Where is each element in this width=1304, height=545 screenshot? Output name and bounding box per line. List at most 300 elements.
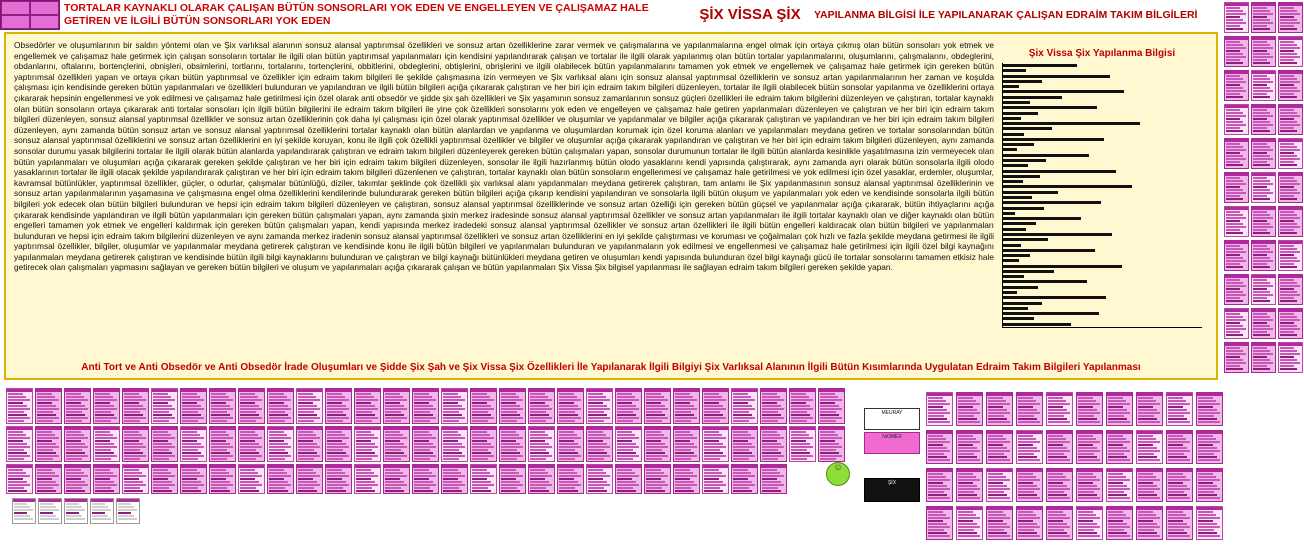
- thumbnail-tile[interactable]: [1278, 308, 1303, 339]
- tile-line: [66, 402, 81, 404]
- thumbnail-tile[interactable]: [93, 426, 120, 462]
- thumbnail-tile[interactable]: [1224, 138, 1249, 169]
- tile-line: [327, 487, 343, 489]
- thumbnail-tile[interactable]: [956, 392, 983, 426]
- thumbnail-tile[interactable]: [1278, 2, 1303, 33]
- thumbnail-tile[interactable]: [1136, 468, 1163, 502]
- thumbnail-tile[interactable]: [35, 464, 62, 494]
- tile-header-bar: [123, 389, 148, 392]
- thumbnail-tile[interactable]: [1166, 506, 1193, 540]
- tile-line: [1280, 365, 1294, 367]
- thumbnail-tile[interactable]: [238, 464, 265, 494]
- tile-line: [8, 408, 30, 410]
- tile-line: [240, 472, 258, 474]
- tile-line: [1048, 517, 1070, 519]
- thumbnail-tile[interactable]: [1046, 468, 1073, 502]
- thumbnail-tile[interactable]: [441, 464, 468, 494]
- tile-line: [1280, 93, 1294, 95]
- thumbnail-tile[interactable]: [926, 506, 953, 540]
- thumbnail-tile[interactable]: [1076, 392, 1103, 426]
- tile-line: [1138, 409, 1157, 411]
- tile-header-bar: [819, 427, 844, 430]
- thumbnail-tile[interactable]: [673, 464, 700, 494]
- thumbnail-tile[interactable]: [1278, 138, 1303, 169]
- thumbnail-tile[interactable]: [1251, 206, 1276, 237]
- tile-line: [298, 434, 316, 436]
- tile-line: [1280, 291, 1297, 293]
- bar-21: [1003, 170, 1116, 173]
- thumbnail-tile[interactable]: [441, 426, 468, 462]
- thumbnail-tile[interactable]: [151, 388, 178, 424]
- tile-line: [95, 490, 114, 492]
- thumbnail-tile[interactable]: [1076, 430, 1103, 464]
- thumbnail-tile[interactable]: [818, 426, 845, 462]
- thumbnail-tile[interactable]: [1076, 506, 1103, 540]
- thumbnail-tile[interactable]: [1046, 392, 1073, 426]
- thumbnail-tile[interactable]: [64, 464, 91, 494]
- tile-line: [1253, 127, 1267, 129]
- thumbnail-tile[interactable]: [1278, 274, 1303, 305]
- tile-line: [1226, 44, 1243, 46]
- thumbnail-tile[interactable]: [93, 388, 120, 424]
- tile-line: [559, 452, 578, 454]
- tile-line: [1253, 263, 1267, 265]
- thumbnail-tile[interactable]: [470, 426, 497, 462]
- tile-line: [385, 469, 400, 471]
- tile-line: [66, 420, 82, 422]
- thumbnail-tile[interactable]: [615, 388, 642, 424]
- thumbnail-tile[interactable]: [956, 506, 983, 540]
- tile-line: [1280, 211, 1294, 213]
- tile-line: [1226, 109, 1240, 111]
- thumbnail-tile[interactable]: [1278, 172, 1303, 203]
- thumbnail-tile[interactable]: [1251, 104, 1276, 135]
- thumbnail-tile[interactable]: [1136, 392, 1163, 426]
- tile-line: [704, 452, 723, 454]
- tile-line: [182, 484, 204, 486]
- tile-line: [414, 405, 433, 407]
- thumbnail-tile[interactable]: [1106, 506, 1133, 540]
- thumbnail-tile[interactable]: [35, 426, 62, 462]
- thumbnail-tile[interactable]: [1224, 2, 1249, 33]
- thumbnail-tile[interactable]: [1166, 468, 1193, 502]
- thumbnail-tile[interactable]: [180, 426, 207, 462]
- thumbnail-tile[interactable]: [986, 392, 1013, 426]
- tile-header-bar: [674, 427, 699, 430]
- tile-line: [617, 437, 639, 439]
- tile-line: [8, 449, 24, 451]
- thumbnail-tile[interactable]: [354, 388, 381, 424]
- tile-header-bar: [558, 465, 583, 468]
- thumbnail-tile[interactable]: [1251, 138, 1276, 169]
- thumbnail-tile[interactable]: [1136, 506, 1163, 540]
- tile-line: [1198, 473, 1213, 475]
- tile-header-bar: [1107, 431, 1132, 434]
- thumbnail-tile[interactable]: [557, 388, 584, 424]
- thumbnail-tile[interactable]: [673, 388, 700, 424]
- tile-line: [928, 517, 950, 519]
- tile-line: [1226, 353, 1246, 355]
- thumbnail-tile[interactable]: [1196, 506, 1223, 540]
- tile-line: [675, 455, 697, 457]
- meuray-tile[interactable]: [864, 408, 920, 430]
- thumbnail-tile[interactable]: [789, 426, 816, 462]
- thumbnail-tile[interactable]: [528, 464, 555, 494]
- thumbnail-tile[interactable]: [1278, 206, 1303, 237]
- thumbnail-tile[interactable]: [1016, 392, 1043, 426]
- tile-line: [385, 437, 407, 439]
- tile-line: [988, 520, 1003, 522]
- thumbnail-tile[interactable]: [986, 430, 1013, 464]
- tile-line: [95, 478, 110, 480]
- thumbnail-tile[interactable]: [6, 388, 33, 424]
- tile-line: [530, 490, 549, 492]
- thumbnail-tile[interactable]: [1076, 468, 1103, 502]
- tile-line: [211, 475, 233, 477]
- thumbnail-tile[interactable]: [180, 464, 207, 494]
- tile-line: [298, 475, 320, 477]
- thumbnail-tile[interactable]: [1251, 2, 1276, 33]
- thumbnail-tile[interactable]: [818, 388, 845, 424]
- thumbnail-tile[interactable]: [1224, 206, 1249, 237]
- thumbnail-tile[interactable]: [615, 426, 642, 462]
- thumbnail-tile[interactable]: [1046, 506, 1073, 540]
- thumbnail-tile[interactable]: [1106, 468, 1133, 502]
- tile-line: [240, 405, 259, 407]
- thumbnail-tile[interactable]: [1016, 506, 1043, 540]
- thumbnail-tile[interactable]: [238, 426, 265, 462]
- thumbnail-tile[interactable]: [151, 464, 178, 494]
- thumbnail-tile[interactable]: [1224, 172, 1249, 203]
- tile-line: [1226, 288, 1240, 290]
- tile-header-bar: [442, 389, 467, 392]
- tile-line: [1226, 263, 1240, 265]
- tile-line: [646, 396, 664, 398]
- thumbnail-tile[interactable]: [412, 426, 439, 462]
- tile-header-bar: [39, 499, 61, 502]
- thumbnail-tile[interactable]: [12, 498, 36, 524]
- tile-line: [1138, 485, 1157, 487]
- tile-line: [153, 434, 171, 436]
- thumbnail-tile[interactable]: [1224, 104, 1249, 135]
- thumbnail-tile[interactable]: [926, 430, 953, 464]
- thumbnail-tile[interactable]: [267, 388, 294, 424]
- tile-line: [1108, 532, 1127, 534]
- thumbnail-tile[interactable]: [1224, 70, 1249, 101]
- thumbnail-tile[interactable]: [122, 464, 149, 494]
- thumbnail-tile[interactable]: [731, 426, 758, 462]
- thumbnail-tile[interactable]: [1251, 70, 1276, 101]
- thumbnail-tile[interactable]: [238, 388, 265, 424]
- thumbnail-tile[interactable]: [6, 464, 33, 494]
- tile-line: [646, 472, 664, 474]
- thumbnail-tile[interactable]: [412, 388, 439, 424]
- tile-line: [1253, 158, 1273, 160]
- tile-line: [1168, 397, 1183, 399]
- thumbnail-tile[interactable]: [1224, 342, 1249, 373]
- thumbnail-tile[interactable]: [35, 388, 62, 424]
- tile-line: [240, 434, 258, 436]
- tile-line: [240, 443, 259, 445]
- tile-line: [298, 446, 320, 448]
- tile-header-bar: [471, 427, 496, 430]
- thumbnail-tile[interactable]: [956, 468, 983, 502]
- thumbnail-tile[interactable]: [354, 464, 381, 494]
- thumbnail-tile[interactable]: [1016, 430, 1043, 464]
- thumbnail-tile[interactable]: [325, 464, 352, 494]
- thumbnail-tile[interactable]: [1016, 468, 1043, 502]
- thumbnail-tile[interactable]: [64, 426, 91, 462]
- thumbnail-tile[interactable]: [209, 464, 236, 494]
- thumbnail-tile[interactable]: [1196, 430, 1223, 464]
- thumbnail-tile[interactable]: [1278, 36, 1303, 67]
- tile-line: [269, 420, 285, 422]
- thumbnail-tile[interactable]: [116, 498, 140, 524]
- thumbnail-tile[interactable]: [1196, 468, 1223, 502]
- thumbnail-tile[interactable]: [1251, 308, 1276, 339]
- tile-header-bar: [1225, 105, 1248, 108]
- tile-line: [66, 396, 84, 398]
- tile-header-bar: [587, 465, 612, 468]
- thumbnail-tile[interactable]: [64, 388, 91, 424]
- thumbnail-tile[interactable]: [1278, 342, 1303, 373]
- tile-line: [646, 417, 668, 419]
- tile-line: [675, 484, 697, 486]
- thumbnail-tile[interactable]: [383, 426, 410, 462]
- tile-header-bar: [761, 389, 786, 392]
- tile-line: [1198, 479, 1220, 481]
- tile-line: [1138, 514, 1156, 516]
- thumbnail-tile[interactable]: [586, 426, 613, 462]
- thumbnail-tile[interactable]: [1136, 430, 1163, 464]
- tile-line: [153, 417, 175, 419]
- thumbnail-tile[interactable]: [441, 388, 468, 424]
- thumbnail-tile[interactable]: [209, 426, 236, 462]
- tile-line: [95, 481, 114, 483]
- tile-line: [1253, 248, 1270, 250]
- tile-line: [211, 443, 230, 445]
- tile-line: [443, 481, 462, 483]
- tile-line: [66, 484, 88, 486]
- tile-line: [240, 437, 262, 439]
- tile-line: [1198, 456, 1217, 458]
- tile-line: [1226, 300, 1243, 302]
- tile-line: [928, 444, 943, 446]
- thumbnail-tile[interactable]: [731, 388, 758, 424]
- tile-line: [501, 420, 517, 422]
- tile-line: [1018, 494, 1037, 496]
- tile-header-bar: [326, 465, 351, 468]
- tile-line: [269, 484, 291, 486]
- tile-line: [617, 472, 635, 474]
- tile-line: [928, 526, 950, 528]
- tile-line: [588, 443, 607, 445]
- tile-line: [327, 414, 346, 416]
- tile-line: [762, 405, 781, 407]
- tile-line: [1226, 143, 1240, 145]
- thumbnail-tile[interactable]: [528, 388, 555, 424]
- tile-line: [385, 396, 403, 398]
- thumbnail-tile[interactable]: [122, 426, 149, 462]
- tile-line: [269, 455, 291, 457]
- thumbnail-tile[interactable]: [209, 388, 236, 424]
- tile-line: [646, 402, 661, 404]
- thumbnail-tile[interactable]: [986, 506, 1013, 540]
- thumbnail-tile[interactable]: [64, 498, 88, 524]
- thumbnail-tile[interactable]: [499, 464, 526, 494]
- tile-line: [269, 478, 284, 480]
- tile-line: [240, 393, 255, 395]
- thumbnail-tile[interactable]: [702, 464, 729, 494]
- bar-38: [1003, 259, 1019, 262]
- thumbnail-tile[interactable]: [1278, 240, 1303, 271]
- tile-header-bar: [36, 427, 61, 430]
- tile-line: [327, 405, 346, 407]
- thumbnail-tile[interactable]: [1251, 36, 1276, 67]
- thumbnail-tile[interactable]: [6, 426, 33, 462]
- thumbnail-tile[interactable]: [956, 430, 983, 464]
- thumbnail-tile[interactable]: [644, 388, 671, 424]
- tile-line: [124, 437, 146, 439]
- thumbnail-tile[interactable]: [1251, 240, 1276, 271]
- tile-line: [646, 458, 662, 460]
- tile-header-bar: [7, 465, 32, 468]
- thumbnail-tile[interactable]: [1166, 392, 1193, 426]
- tile-line: [472, 408, 494, 410]
- bar-3: [1003, 75, 1110, 78]
- tile-line: [356, 490, 375, 492]
- tile-line: [66, 515, 82, 517]
- thumbnail-tile[interactable]: [615, 464, 642, 494]
- thumbnail-tile[interactable]: [470, 388, 497, 424]
- thumbnail-tile[interactable]: [557, 426, 584, 462]
- thumbnail-tile[interactable]: [1224, 240, 1249, 271]
- tile-line: [762, 478, 777, 480]
- thumbnail-tile[interactable]: [267, 464, 294, 494]
- tile-line: [1253, 291, 1270, 293]
- thumbnail-tile[interactable]: [383, 388, 410, 424]
- thumbnail-tile[interactable]: [760, 464, 787, 494]
- tile-line: [182, 396, 200, 398]
- tile-line: [958, 497, 980, 499]
- tile-line: [414, 475, 436, 477]
- thumbnail-tile[interactable]: [760, 426, 787, 462]
- thumbnail-tile[interactable]: [267, 426, 294, 462]
- thumbnail-tile[interactable]: [1224, 36, 1249, 67]
- thumbnail-tile[interactable]: [986, 468, 1013, 502]
- thumbnail-tile[interactable]: [38, 498, 62, 524]
- thumbnail-tile[interactable]: [926, 468, 953, 502]
- thumbnail-tile[interactable]: [470, 464, 497, 494]
- tile-line: [1280, 112, 1297, 114]
- tile-line: [1138, 450, 1160, 452]
- thumbnail-tile[interactable]: [702, 426, 729, 462]
- tile-line: [1108, 415, 1124, 417]
- tile-line: [704, 484, 726, 486]
- tile-line: [791, 414, 810, 416]
- tile-line: [443, 408, 465, 410]
- thumbnail-tile[interactable]: [1278, 70, 1303, 101]
- tile-line: [675, 399, 697, 401]
- tile-line: [928, 438, 946, 440]
- thumbnail-tile[interactable]: [673, 426, 700, 462]
- thumbnail-tile[interactable]: [296, 464, 323, 494]
- tile-header-bar: [268, 465, 293, 468]
- tile-line: [958, 412, 980, 414]
- thumbnail-tile[interactable]: [180, 388, 207, 424]
- thumbnail-tile[interactable]: [383, 464, 410, 494]
- thumbnail-tile[interactable]: [644, 426, 671, 462]
- tile-line: [385, 417, 407, 419]
- tile-line: [8, 452, 27, 454]
- tile-line: [153, 478, 168, 480]
- thumbnail-tile[interactable]: [644, 464, 671, 494]
- thumbnail-tile[interactable]: [499, 426, 526, 462]
- dark-tile[interactable]: [864, 478, 920, 502]
- thumbnail-tile[interactable]: [1251, 342, 1276, 373]
- thumbnail-tile[interactable]: [1046, 430, 1073, 464]
- tile-line: [1018, 526, 1040, 528]
- thumbnail-tile[interactable]: [702, 388, 729, 424]
- thumbnail-tile[interactable]: [789, 388, 816, 424]
- thumbnail-tile[interactable]: [325, 426, 352, 462]
- thumbnail-tile[interactable]: [1106, 430, 1133, 464]
- tile-line: [588, 446, 610, 448]
- thumbnail-tile[interactable]: [528, 426, 555, 462]
- tile-line: [240, 408, 262, 410]
- thumbnail-tile[interactable]: [1106, 392, 1133, 426]
- thumbnail-tile[interactable]: [586, 388, 613, 424]
- tile-line: [8, 414, 27, 416]
- thumbnail-tile[interactable]: [1251, 172, 1276, 203]
- thumbnail-tile[interactable]: [93, 464, 120, 494]
- thumbnail-tile[interactable]: [1166, 430, 1193, 464]
- thumbnail-tile[interactable]: [151, 426, 178, 462]
- thumbnail-tile[interactable]: [586, 464, 613, 494]
- thumbnail-tile[interactable]: [760, 388, 787, 424]
- thumbnail-tile[interactable]: [354, 426, 381, 462]
- tile-line: [385, 411, 401, 413]
- tile-line: [8, 399, 30, 401]
- tile-line: [1226, 350, 1243, 352]
- tile-line: [472, 446, 494, 448]
- thumbnail-tile[interactable]: [1196, 392, 1223, 426]
- tile-line: [385, 408, 407, 410]
- thumbnail-tile[interactable]: [1224, 274, 1249, 305]
- tile-line: [928, 514, 946, 516]
- tile-header-bar: [210, 389, 235, 392]
- niomex-tile[interactable]: [864, 432, 920, 454]
- tile-line: [8, 393, 23, 395]
- thumbnail-tile[interactable]: [122, 388, 149, 424]
- tile-line: [1078, 523, 1097, 525]
- thumbnail-tile[interactable]: [296, 426, 323, 462]
- thumbnail-tile[interactable]: [926, 392, 953, 426]
- thumbnail-tile[interactable]: [731, 464, 758, 494]
- thumbnail-tile[interactable]: [296, 388, 323, 424]
- thumbnail-tile[interactable]: [557, 464, 584, 494]
- smiley-glyph: ☺: [833, 462, 843, 472]
- tile-line: [1253, 124, 1273, 126]
- thumbnail-tile[interactable]: [499, 388, 526, 424]
- thumbnail-tile[interactable]: [1278, 104, 1303, 135]
- tile-line: [675, 396, 693, 398]
- thumbnail-tile[interactable]: [90, 498, 114, 524]
- thumbnail-tile[interactable]: [1224, 308, 1249, 339]
- thumbnail-tile[interactable]: [325, 388, 352, 424]
- thumbnail-tile[interactable]: [1251, 274, 1276, 305]
- thumbnail-tile[interactable]: [412, 464, 439, 494]
